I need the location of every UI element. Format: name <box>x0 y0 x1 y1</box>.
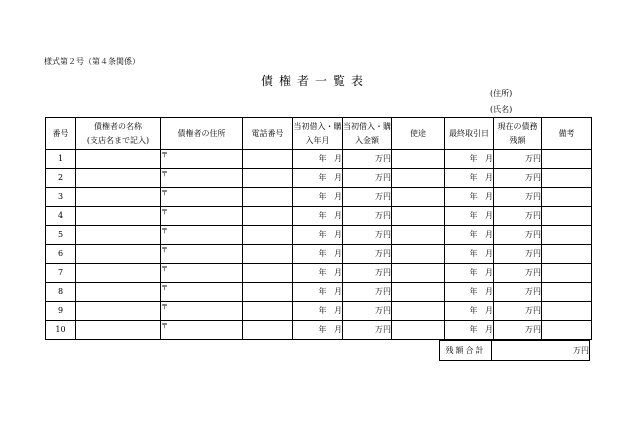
header-initial-date <box>293 118 343 150</box>
purpose-cell[interactable] <box>392 188 445 207</box>
remarks-cell[interactable] <box>542 264 592 283</box>
initial-amount-cell[interactable]: 万円 <box>343 321 392 340</box>
initial-date-cell[interactable]: 年 月 <box>293 264 343 283</box>
purpose-cell[interactable] <box>392 245 445 264</box>
creditor-address-cell[interactable]: 〒 <box>161 245 243 264</box>
table-row <box>46 207 592 226</box>
page-title: 債権者一覧表 <box>260 74 369 88</box>
creditor-name-cell[interactable] <box>76 169 161 188</box>
initial-date-cell[interactable]: 年 月 <box>293 207 343 226</box>
initial-amount-cell[interactable]: 万円 <box>343 302 392 321</box>
row-number: 5 <box>46 226 76 245</box>
balance-cell[interactable]: 万円 <box>494 283 542 302</box>
creditor-address-cell[interactable]: 〒 <box>161 188 243 207</box>
phone-cell[interactable] <box>243 283 293 302</box>
creditor-name-cell[interactable] <box>76 283 161 302</box>
row-number: 10 <box>46 321 76 340</box>
balance-cell[interactable]: 万円 <box>494 207 542 226</box>
table-row <box>46 226 592 245</box>
last-transaction-cell[interactable]: 年 月 <box>445 207 494 226</box>
header-initial-amount-line2: 入金額 <box>355 135 379 145</box>
row-number: 4 <box>46 207 76 226</box>
table-header-row <box>46 118 592 150</box>
table-row <box>46 169 592 188</box>
balance-cell[interactable]: 万円 <box>494 302 542 321</box>
applicant-name-label: (氏名) <box>490 105 513 114</box>
creditor-address-cell[interactable]: 〒 <box>161 150 243 169</box>
row-number: 8 <box>46 283 76 302</box>
creditor-address-cell[interactable]: 〒 <box>161 207 243 226</box>
creditor-address-cell[interactable]: 〒 <box>161 264 243 283</box>
initial-date-cell[interactable]: 年 月 <box>293 283 343 302</box>
last-transaction-cell[interactable]: 年 月 <box>445 264 494 283</box>
header-current-balance-line1: 現在の債務 <box>497 121 538 131</box>
table-row <box>46 264 592 283</box>
initial-date-cell[interactable]: 年 月 <box>293 150 343 169</box>
header-current-balance-line2: 残額 <box>509 135 526 145</box>
initial-amount-cell[interactable]: 万円 <box>343 150 392 169</box>
purpose-cell[interactable] <box>392 169 445 188</box>
creditor-name-cell[interactable] <box>76 321 161 340</box>
phone-cell[interactable] <box>243 321 293 340</box>
initial-date-cell[interactable]: 年 月 <box>293 169 343 188</box>
table-row <box>46 283 592 302</box>
form-number: 様式第２号（第４条関係） <box>44 57 140 66</box>
remarks-cell[interactable] <box>542 283 592 302</box>
phone-cell[interactable] <box>243 245 293 264</box>
phone-cell[interactable] <box>243 150 293 169</box>
remarks-cell[interactable] <box>542 207 592 226</box>
balance-cell[interactable]: 万円 <box>494 245 542 264</box>
balance-cell[interactable]: 万円 <box>494 226 542 245</box>
phone-cell[interactable] <box>243 264 293 283</box>
purpose-cell[interactable] <box>392 150 445 169</box>
initial-amount-cell[interactable]: 万円 <box>343 264 392 283</box>
row-number: 7 <box>46 264 76 283</box>
header-creditor-name <box>76 118 161 150</box>
phone-cell[interactable] <box>243 226 293 245</box>
creditor-name-cell[interactable] <box>76 226 161 245</box>
table-row <box>46 150 592 169</box>
table-row <box>46 245 592 264</box>
table-row <box>46 302 592 321</box>
balance-cell[interactable]: 万円 <box>494 169 542 188</box>
initial-date-cell[interactable]: 年 月 <box>293 188 343 207</box>
remarks-cell[interactable] <box>542 321 592 340</box>
row-number: 6 <box>46 245 76 264</box>
creditor-name-cell[interactable] <box>76 207 161 226</box>
phone-cell[interactable] <box>243 169 293 188</box>
header-phone: 電話番号 <box>243 118 293 150</box>
phone-cell[interactable] <box>243 302 293 321</box>
initial-date-cell[interactable]: 年 月 <box>293 245 343 264</box>
header-initial-amount <box>343 118 392 150</box>
balance-cell[interactable]: 万円 <box>494 150 542 169</box>
initial-amount-cell[interactable]: 万円 <box>343 188 392 207</box>
remarks-cell[interactable] <box>542 245 592 264</box>
table-row <box>46 188 592 207</box>
last-transaction-cell[interactable]: 年 月 <box>445 188 494 207</box>
total-value-cell[interactable]: 万円 <box>492 341 590 361</box>
creditor-name-cell[interactable] <box>76 150 161 169</box>
initial-date-cell[interactable]: 年 月 <box>293 321 343 340</box>
last-transaction-cell[interactable]: 年 月 <box>445 169 494 188</box>
header-initial-date-line2: 入年月 <box>305 135 330 145</box>
phone-cell[interactable] <box>243 207 293 226</box>
remarks-cell[interactable] <box>542 302 592 321</box>
row-number: 2 <box>46 169 76 188</box>
last-transaction-cell[interactable]: 年 月 <box>445 226 494 245</box>
last-transaction-cell[interactable]: 年 月 <box>445 321 494 340</box>
row-number: 3 <box>46 188 76 207</box>
header-purpose: 使途 <box>392 118 445 150</box>
initial-amount-cell[interactable]: 万円 <box>343 207 392 226</box>
initial-amount-cell[interactable]: 万円 <box>343 283 392 302</box>
last-transaction-cell[interactable]: 年 月 <box>445 245 494 264</box>
initial-date-cell[interactable]: 年 月 <box>293 226 343 245</box>
creditor-table <box>45 117 592 340</box>
remarks-cell[interactable] <box>542 169 592 188</box>
header-last-transaction: 最終取引日 <box>445 118 494 150</box>
header-creditor-name-line2: (支店名まで記入) <box>86 135 150 145</box>
creditor-name-cell[interactable] <box>76 302 161 321</box>
creditor-name-cell[interactable] <box>76 264 161 283</box>
initial-amount-cell[interactable]: 万円 <box>343 169 392 188</box>
creditor-address-cell[interactable]: 〒 <box>161 226 243 245</box>
last-transaction-cell[interactable]: 年 月 <box>445 302 494 321</box>
header-creditor-address: 債権者の住所 <box>161 118 243 150</box>
purpose-cell[interactable] <box>392 321 445 340</box>
header-remarks: 備考 <box>542 118 592 150</box>
purpose-cell[interactable] <box>392 207 445 226</box>
purpose-cell[interactable] <box>392 226 445 245</box>
header-initial-date-line1: 当初借入・購 <box>293 121 342 131</box>
initial-amount-cell[interactable]: 万円 <box>343 226 392 245</box>
remarks-cell[interactable] <box>542 188 592 207</box>
initial-amount-cell[interactable]: 万円 <box>343 245 392 264</box>
header-creditor-name-line1: 債権者の名称 <box>94 121 142 131</box>
creditor-name-cell[interactable] <box>76 245 161 264</box>
total-label: 残額合計 <box>440 341 492 361</box>
creditor-address-cell[interactable]: 〒 <box>161 169 243 188</box>
remarks-cell[interactable] <box>542 226 592 245</box>
purpose-cell[interactable] <box>392 302 445 321</box>
phone-cell[interactable] <box>243 188 293 207</box>
balance-cell[interactable]: 万円 <box>494 264 542 283</box>
header-number: 番号 <box>46 118 76 150</box>
applicant-address-label: (住所) <box>490 89 513 98</box>
header-current-balance <box>494 118 542 150</box>
balance-cell[interactable]: 万円 <box>494 188 542 207</box>
creditor-address-cell[interactable]: 〒 <box>161 321 243 340</box>
total-table <box>439 340 590 361</box>
total-row <box>440 341 590 361</box>
creditor-name-cell[interactable] <box>76 188 161 207</box>
row-number: 1 <box>46 150 76 169</box>
remarks-cell[interactable] <box>542 150 592 169</box>
last-transaction-cell[interactable]: 年 月 <box>445 150 494 169</box>
last-transaction-cell[interactable]: 年 月 <box>445 283 494 302</box>
initial-date-cell[interactable]: 年 月 <box>293 302 343 321</box>
creditor-address-cell[interactable]: 〒 <box>161 302 243 321</box>
balance-cell[interactable]: 万円 <box>494 321 542 340</box>
row-number: 9 <box>46 302 76 321</box>
header-initial-amount-line1: 当初借入・購 <box>343 121 391 131</box>
purpose-cell[interactable] <box>392 283 445 302</box>
table-row <box>46 321 592 340</box>
purpose-cell[interactable] <box>392 264 445 283</box>
creditor-address-cell[interactable]: 〒 <box>161 283 243 302</box>
